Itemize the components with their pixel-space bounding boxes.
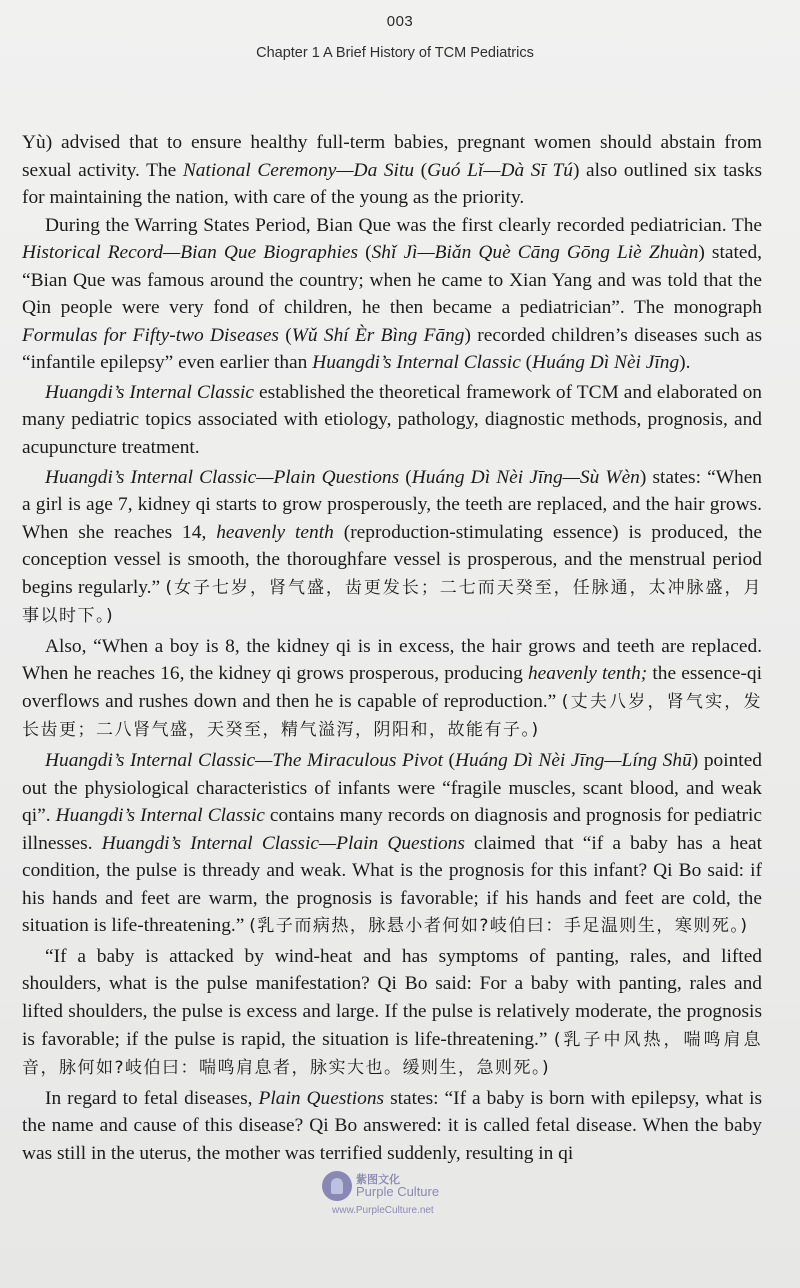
text-run: Yù) advised that to ensure healthy full-term babies, pregnant women should abstain from sexual activity. The [22, 132, 762, 181]
chinese-original-text: (乳子而病热，脉悬小者何如?岐伯曰：手足温则生，寒则死。) [249, 916, 749, 937]
italic-title: Huáng Dì Nèi Jīng [532, 352, 680, 374]
italic-title: Huangdi’s Internal Classic [312, 352, 521, 374]
text-run: ) stated, “Bian Que was famous around the country; when he came to Xian Yang and was told that the Qin people were very fond of children, he then became a pediatrician”. The monograph [22, 242, 762, 319]
watermark-url: www.PurpleCulture.net [332, 1205, 434, 1216]
text-run: ( [520, 352, 533, 374]
text-run: ( [442, 750, 456, 772]
italic-title: Huangdi’s Internal Classic [55, 805, 265, 827]
text-run: contains many records on diagnosis and prognosis for pediatric illnesses. [22, 805, 763, 854]
paragraph [22, 1085, 762, 1168]
text-run: In regard to fetal diseases, [45, 1087, 259, 1109]
italic-title: Huáng Dì Nèi Jīng—Sù Wèn [411, 466, 640, 488]
paragraph [22, 633, 762, 745]
paragraph [22, 212, 762, 377]
chinese-original-text: (女子七岁，肾气盛，齿更发长；二七而天癸至，任脉通，太冲脉盛，月事以时下。) [22, 577, 762, 627]
text-run: ( [399, 466, 412, 488]
paragraph [22, 943, 762, 1083]
paragraph [22, 464, 762, 631]
running-head: Chapter 1 A Brief History of TCM Pediatrics [256, 45, 534, 61]
text-run: established the theoretical framework of TCM and elaborated on many pediatric topics associated with etiology, pathology, diagnostic methods, prognosis, and acupuncture treatment. [22, 381, 762, 459]
text-run: ( [358, 242, 372, 264]
text-run: the essence-qi overflows and rushes down and then he is capable of reproduction.” [22, 663, 762, 712]
text-run: claimed that “if a baby has a heat condition, the pulse is thready and weak. What is the prognosis for this infant? Qi Bo said: if his hands and feet are warm, the prognosis is favorable; if his hands and feet are cold, the situation is life-threatening.” [22, 832, 762, 937]
italic-title: Wǔ Shí Èr Bìng Fāng [291, 324, 465, 346]
text-run: During the Warring States Period, Bian Que was the first clearly recorded pediatrician. The [45, 214, 762, 236]
text-run: “If a baby is attacked by wind-heat and has symptoms of panting, rales, and lifted shoulders, what is the pulse manifestation? Qi Bo said: For a baby with panting, rales and lifted shoulders, the pulse is excess and large. If the pulse is relatively moderate, the prognosis is favorable; if the pulse is rapid, the situation is life-threatening.” [22, 945, 762, 1050]
text-run: ) states: “When a girl is age 7, kidney qi starts to grow prosperously, the teeth are replaced, and the hair grows. When she reaches 14, [22, 466, 762, 543]
italic-title: Huáng Dì Nèi Jīng—Líng Shū [455, 750, 692, 772]
italic-title: Huangdi’s Internal Classic [45, 381, 255, 403]
italic-title: Huangdi’s Internal Classic—Plain Questions [45, 466, 400, 488]
italic-title: National Ceremony—Da Situ [182, 159, 415, 181]
paragraph [22, 747, 762, 941]
page-number: 003 [386, 13, 414, 30]
text-run: ) recorded children’s diseases such as “infantile epilepsy” even earlier than [22, 324, 762, 374]
chinese-original-text: (乳子中风热，喘鸣肩息音，脉何如?岐伯曰：喘鸣肩息者，脉实大也。缓则生，急则死。) [22, 1029, 762, 1079]
paragraph [22, 379, 762, 462]
italic-title: Plain Questions [258, 1087, 385, 1109]
italic-title: Shǐ Jì—Biǎn Què Cāng Gōng Liè Zhuàn [371, 242, 699, 264]
body-text [22, 129, 762, 1167]
text-run: (reproduction-stimulating essence) is produced, the conception vessel is smooth, the thoroughfare vessel is prosperous, and the menstrual period begins regularly.” [22, 521, 762, 598]
watermark-brand: 紫图文化 [356, 1174, 400, 1186]
italic-title: Historical Record—Bian Que Biographies [22, 242, 359, 264]
italic-title: Huangdi’s Internal Classic—Plain Questions [101, 832, 465, 854]
purple-culture-logo-icon [322, 1171, 352, 1201]
text-run: ). [679, 352, 691, 374]
text-run: Also, “When a boy is 8, the kidney qi is in excess, the hair grows and teeth are replaced. When he reaches 16, the kidney qi grows prosperous, producing [22, 635, 762, 685]
italic-title: Guó Lǐ—Dà Sī Tú [427, 159, 573, 181]
italic-title: Huangdi’s Internal Classic—The Miraculous Pivot [45, 750, 443, 772]
paragraph [22, 129, 762, 212]
chinese-original-text: (丈夫八岁，肾气实，发长齿更；二八肾气盛，天癸至，精气溢泻，阴阳和，故能有子。) [22, 691, 762, 741]
text-run: ) also outlined six tasks for maintaining the nation, with care of the young as the priority. [22, 159, 762, 209]
text-run: ( [278, 324, 292, 346]
text-run: ( [414, 159, 428, 181]
italic-title: Formulas for Fifty-two Diseases [22, 324, 279, 346]
text-run: states: “If a baby is born with epilepsy, what is the name and cause of this disease? Qi Bo answered: it is called fetal disease. When the baby was still in the uterus, the mother was terrified suddenly, resulting in qi [22, 1087, 763, 1164]
purple-culture-watermark [322, 1167, 502, 1227]
watermark-name: Purple Culture [356, 1184, 440, 1199]
text-run: ) pointed out the physiological characteristics of infants were “fragile muscles, scant blood, and weak qi”. [22, 750, 762, 827]
italic-title: heavenly tenth [216, 521, 334, 543]
italic-title: heavenly tenth; [527, 663, 648, 685]
